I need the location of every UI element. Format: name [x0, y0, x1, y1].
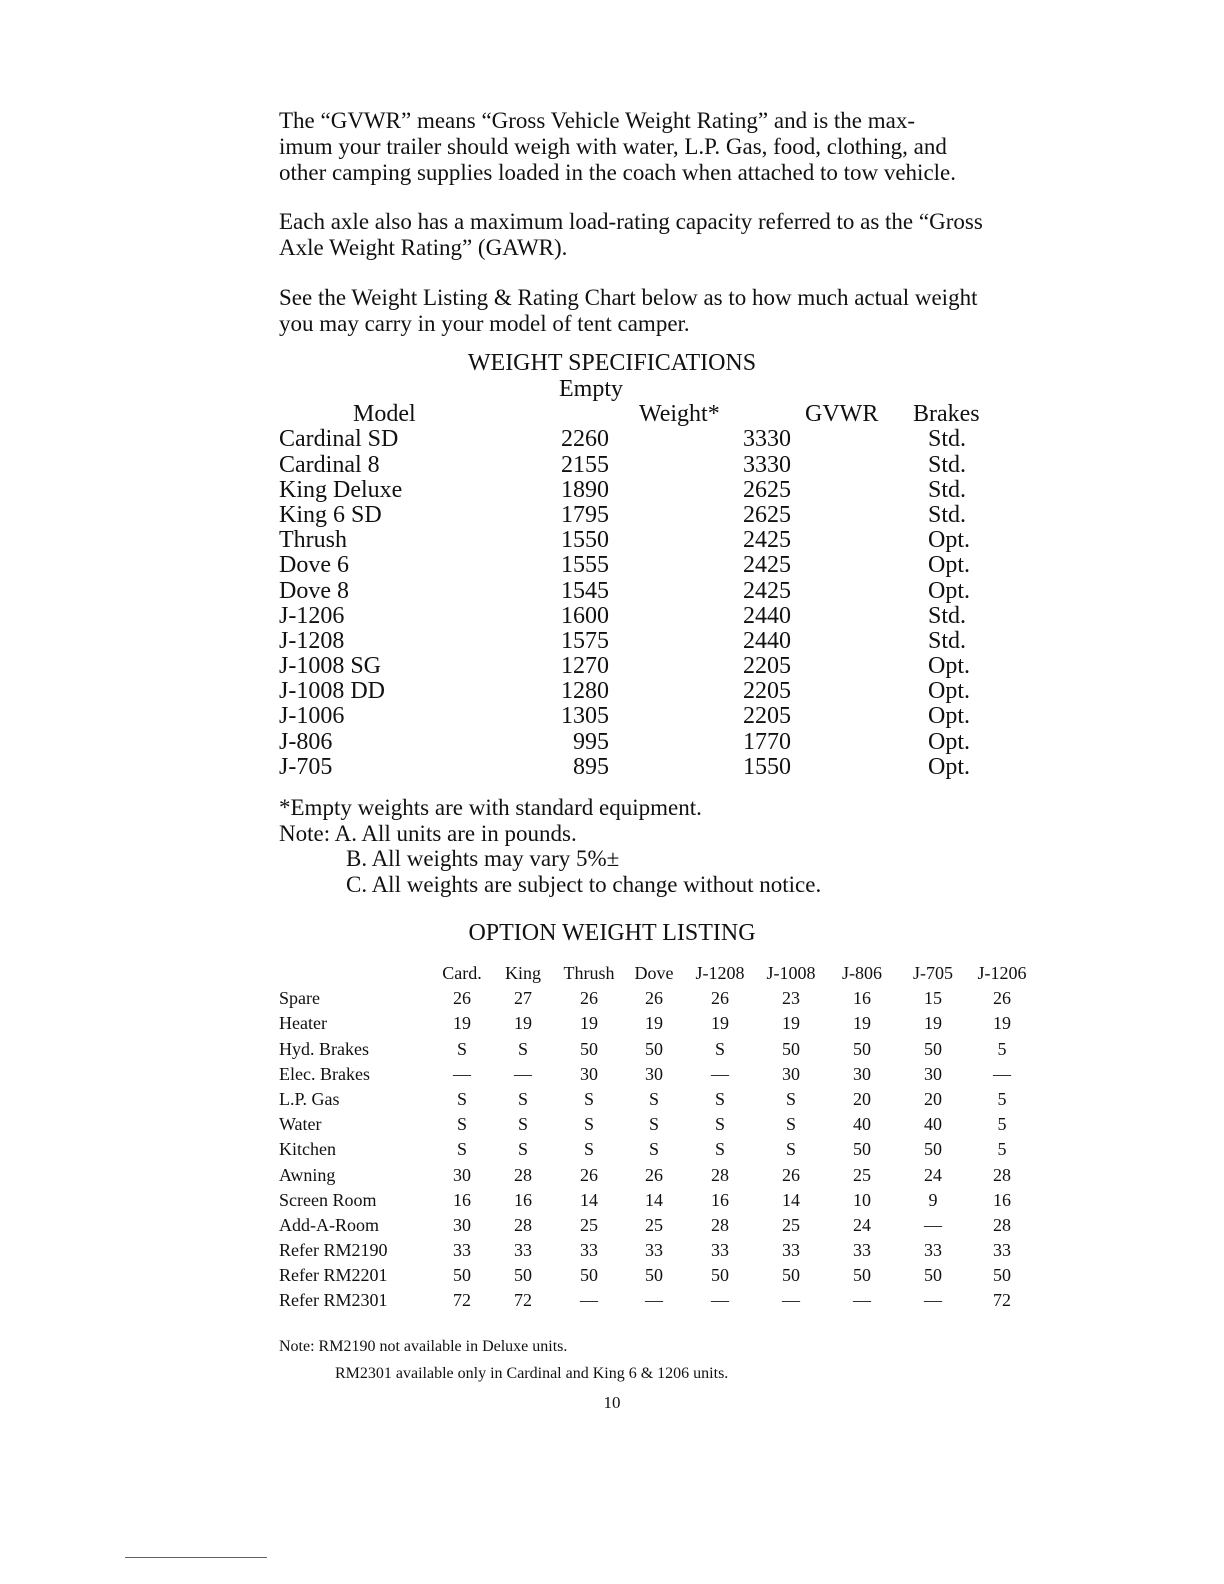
table-cell: 50	[580, 1265, 598, 1286]
table-cell: 16	[853, 988, 871, 1009]
table-cell: 33	[580, 1240, 598, 1261]
table-cell: 9	[928, 1189, 938, 1210]
table-header: Model Weight* GVWR Brakes	[353, 401, 980, 428]
table-cell: S	[583, 1088, 595, 1109]
table-cell: 15	[924, 988, 942, 1009]
paragraph-gvwr	[279, 108, 1045, 186]
row-label: Kitchen	[279, 1139, 336, 1160]
cell-model: Thrush	[279, 527, 347, 554]
cell-empty-weight: 1555	[561, 552, 609, 579]
column-header: Dove	[634, 963, 674, 983]
paragraph-see-chart	[279, 285, 1045, 337]
cell-model: J-1206	[279, 602, 345, 629]
table-cell: 72	[514, 1290, 532, 1311]
table-row	[279, 986, 1039, 1011]
table-cell: 50	[645, 1038, 663, 1059]
footnote-line-2: RM2301 available only in Cardinal and King 6 & 1206 units.	[335, 1365, 729, 1382]
table-cell: 16	[711, 1189, 729, 1210]
table-cell: 5	[997, 1088, 1007, 1109]
table-cell: 16	[514, 1189, 532, 1210]
table-cell: 5	[997, 1038, 1007, 1059]
option-weight-table	[279, 961, 1039, 1314]
table-cell: 33	[453, 1240, 471, 1261]
cell-empty-weight: 1550	[561, 527, 609, 554]
table-cell: 28	[514, 1214, 532, 1235]
table-cell: S	[456, 1114, 468, 1135]
cell-empty-weight: 2260	[561, 426, 609, 453]
cell-model: J-806	[279, 728, 333, 755]
cell-empty-weight: 1890	[561, 476, 609, 503]
text-line: The “GVWR” means “Gross Vehicle Weight Rating” and is the max-	[279, 108, 916, 133]
row-label: Spare	[279, 988, 320, 1009]
table-cell: 33	[924, 1240, 942, 1261]
table-cell: 50	[645, 1265, 663, 1286]
cell-brakes: Opt.	[928, 577, 970, 604]
table-row	[279, 1163, 1039, 1188]
table-cell: —	[580, 1290, 598, 1311]
row-label: Refer RM2190	[279, 1240, 388, 1261]
cell-gvwr: 2625	[743, 476, 791, 503]
weight-specifications-title: WEIGHT SPECIFICATIONS	[467, 350, 757, 376]
cell-gvwr: 2425	[743, 577, 791, 604]
table-cell: 16	[993, 1189, 1011, 1210]
table-row	[279, 1112, 1039, 1137]
table-cell: S	[456, 1139, 468, 1160]
table-cell: 33	[514, 1240, 532, 1261]
table-cell: S	[714, 1139, 726, 1160]
table-cell: —	[924, 1214, 942, 1235]
cell-gvwr: 2440	[743, 602, 791, 629]
table-cell: 25	[580, 1214, 598, 1235]
cell-brakes: Opt.	[928, 753, 970, 780]
cell-empty-weight: 895	[573, 753, 609, 780]
note-c: C. All weights are subject to change without notice.	[346, 871, 822, 897]
table-cell: 5	[997, 1139, 1007, 1160]
cell-brakes: Opt.	[928, 728, 970, 755]
cell-brakes: Std.	[928, 476, 967, 503]
table-cell: 50	[782, 1038, 800, 1059]
table-row	[279, 654, 1019, 679]
cell-gvwr: 3330	[743, 426, 791, 453]
cell-empty-weight: 1305	[561, 703, 609, 730]
table-cell: 19	[453, 1013, 471, 1034]
table-row	[279, 1011, 1039, 1036]
text-line: Axle Weight Rating” (GAWR).	[279, 235, 568, 260]
table-cell: 33	[711, 1240, 729, 1261]
table-cell: 5	[997, 1114, 1007, 1135]
table-row	[279, 1238, 1039, 1263]
table-cell: S	[517, 1088, 529, 1109]
cell-model: King Deluxe	[279, 476, 403, 503]
cell-empty-weight: 1795	[561, 501, 609, 528]
row-label: Hyd. Brakes	[279, 1038, 369, 1059]
table-cell: 26	[645, 1164, 663, 1185]
cell-gvwr: 1770	[743, 728, 791, 755]
cell-model: J-705	[279, 753, 333, 780]
header-model: Model	[353, 401, 416, 428]
cell-model: J-1006	[279, 703, 345, 730]
table-cell: S	[456, 1088, 468, 1109]
note-empty-weights: *Empty weights are with standard equipment.	[279, 795, 702, 820]
cell-gvwr: 2625	[743, 501, 791, 528]
cell-brakes: Std.	[928, 501, 967, 528]
table-cell: S	[714, 1114, 726, 1135]
table-cell: 72	[453, 1290, 471, 1311]
table-row	[279, 755, 1019, 780]
table-cell: 25	[645, 1214, 663, 1235]
cell-empty-weight: 1600	[561, 602, 609, 629]
table-cell: 50	[711, 1265, 729, 1286]
table-row	[279, 629, 1019, 654]
table-cell: 30	[453, 1164, 471, 1185]
table-cell: —	[711, 1063, 729, 1084]
table-cell: —	[645, 1290, 663, 1311]
note-a: Note: A. All units are in pounds.	[279, 820, 577, 846]
row-label: Elec. Brakes	[279, 1063, 370, 1084]
column-header: Thrush	[563, 963, 615, 983]
cell-empty-weight: 995	[573, 728, 609, 755]
table-cell: 19	[924, 1013, 942, 1034]
table-cell: 40	[924, 1114, 942, 1135]
table-row	[279, 730, 1019, 755]
cell-gvwr: 1550	[743, 753, 791, 780]
table-cell: 10	[853, 1189, 871, 1210]
cell-brakes: Std.	[928, 451, 967, 478]
table-cell: 24	[853, 1214, 871, 1235]
table-row	[279, 1213, 1039, 1238]
text-line: imum your trailer should weigh with water, L.P. Gas, food, clothing, and	[279, 134, 947, 159]
table-cell: 72	[993, 1290, 1011, 1311]
paragraph-gawr	[279, 209, 1045, 261]
table-cell: 26	[580, 988, 598, 1009]
column-header: J-1008	[766, 963, 816, 983]
column-header: J-806	[842, 963, 882, 983]
table-cell: 50	[453, 1265, 471, 1286]
cell-gvwr: 2425	[743, 527, 791, 554]
table-cell: 26	[453, 988, 471, 1009]
table-cell: 20	[924, 1088, 942, 1109]
cell-model: Cardinal 8	[279, 451, 380, 478]
row-label: Refer RM2301	[279, 1290, 388, 1311]
table-cell: 28	[711, 1164, 729, 1185]
text-line: See the Weight Listing & Rating Chart below as to how much actual weight	[279, 285, 978, 310]
header-brakes: Brakes	[913, 401, 980, 428]
table-cell: 40	[853, 1114, 871, 1135]
cell-empty-weight: 1280	[561, 678, 609, 705]
table-row	[279, 1263, 1039, 1288]
table-cell: 24	[924, 1164, 942, 1185]
table-cell: S	[648, 1088, 660, 1109]
cell-gvwr: 2205	[743, 703, 791, 730]
table-cell: 33	[853, 1240, 871, 1261]
table-cell: 50	[924, 1038, 942, 1059]
table-cell: 30	[580, 1063, 598, 1084]
table-row	[279, 503, 1019, 528]
cell-model: J-1208	[279, 627, 345, 654]
table-cell: 28	[514, 1164, 532, 1185]
table-cell: 19	[853, 1013, 871, 1034]
table-cell: 50	[853, 1038, 871, 1059]
table-cell: S	[517, 1139, 529, 1160]
cell-brakes: Std.	[928, 602, 967, 629]
cell-empty-weight: 2155	[561, 451, 609, 478]
table-cell: S	[517, 1038, 529, 1059]
table-cell: 50	[782, 1265, 800, 1286]
table-cell: —	[853, 1290, 871, 1311]
table-cell: 26	[645, 988, 663, 1009]
table-cell: 50	[580, 1038, 598, 1059]
cell-gvwr: 2205	[743, 678, 791, 705]
table-cell: S	[785, 1088, 797, 1109]
table-cell: 19	[711, 1013, 729, 1034]
table-cell: 26	[993, 988, 1011, 1009]
table-row	[279, 453, 1019, 478]
table-row	[279, 604, 1019, 629]
table-cell: S	[456, 1038, 468, 1059]
column-header: King	[505, 963, 541, 983]
row-label: Water	[279, 1114, 322, 1135]
table-row	[279, 1188, 1039, 1213]
table-cell: —	[453, 1063, 471, 1084]
text-line: you may carry in your model of tent camper.	[279, 311, 690, 336]
column-header: J-1208	[695, 963, 745, 983]
table-cell: 30	[645, 1063, 663, 1084]
table-row	[279, 1087, 1039, 1112]
table-cell: 50	[514, 1265, 532, 1286]
table-cell: 26	[711, 988, 729, 1009]
column-header: J-1206	[977, 963, 1027, 983]
table-row	[279, 1288, 1039, 1313]
table-cell: 20	[853, 1088, 871, 1109]
table-cell: 19	[580, 1013, 598, 1034]
table-cell: 19	[645, 1013, 663, 1034]
cell-gvwr: 3330	[743, 451, 791, 478]
cell-model: J-1008 DD	[279, 678, 385, 705]
table-cell: —	[993, 1063, 1011, 1084]
table-cell: 50	[993, 1265, 1011, 1286]
table-cell: 28	[993, 1164, 1011, 1185]
cell-empty-weight: 1545	[561, 577, 609, 604]
table-cell: 33	[993, 1240, 1011, 1261]
cell-model: Dove 8	[279, 577, 349, 604]
table-cell: 33	[782, 1240, 800, 1261]
cell-brakes: Opt.	[928, 552, 970, 579]
option-weight-listing-title: OPTION WEIGHT LISTING	[468, 920, 756, 946]
row-label: L.P. Gas	[279, 1088, 340, 1109]
table-cell: S	[714, 1038, 726, 1059]
spec-notes	[279, 795, 821, 897]
table-cell: —	[711, 1290, 729, 1311]
cell-gvwr: 2205	[743, 653, 791, 680]
table-row	[279, 579, 1019, 604]
table-cell: 50	[853, 1265, 871, 1286]
cell-brakes: Opt.	[928, 653, 970, 680]
row-label: Heater	[279, 1013, 327, 1034]
table-cell: 33	[645, 1240, 663, 1261]
table-cell: 50	[924, 1139, 942, 1160]
cell-empty-weight: 1575	[561, 627, 609, 654]
table-header	[279, 961, 1039, 986]
table-cell: 14	[580, 1189, 598, 1210]
table-row	[279, 553, 1019, 578]
row-label: Refer RM2201	[279, 1265, 388, 1286]
table-cell: 25	[782, 1214, 800, 1235]
table-cell: 19	[782, 1013, 800, 1034]
table-row	[279, 1062, 1039, 1087]
cell-brakes: Opt.	[928, 678, 970, 705]
table-row	[279, 704, 1019, 729]
table-cell: 50	[924, 1265, 942, 1286]
table-cell: 30	[924, 1063, 942, 1084]
table-cell: 30	[453, 1214, 471, 1235]
table-cell: S	[648, 1114, 660, 1135]
page-number: 10	[603, 1393, 621, 1412]
table-row	[279, 478, 1019, 503]
cell-brakes: Opt.	[928, 703, 970, 730]
table-header-top: Empty	[559, 376, 623, 402]
cell-gvwr: 2440	[743, 627, 791, 654]
table-row	[279, 427, 1019, 452]
table-row	[279, 1137, 1039, 1162]
cell-gvwr: 2425	[743, 552, 791, 579]
table-cell: 16	[453, 1189, 471, 1210]
text-line: other camping supplies loaded in the coach when attached to tow vehicle.	[279, 160, 956, 185]
cell-model: Cardinal SD	[279, 426, 399, 453]
table-cell: 28	[711, 1214, 729, 1235]
table-cell: 25	[853, 1164, 871, 1185]
table-cell: S	[785, 1114, 797, 1135]
table-cell: —	[782, 1290, 800, 1311]
table-cell: 19	[514, 1013, 532, 1034]
row-label: Awning	[279, 1164, 336, 1185]
column-header: J-705	[913, 963, 953, 983]
table-cell: S	[517, 1114, 529, 1135]
table-cell: S	[785, 1139, 797, 1160]
table-cell: —	[924, 1290, 942, 1311]
text-line: Each axle also has a maximum load-rating capacity referred to as the “Gross	[279, 209, 983, 234]
table-cell: S	[648, 1139, 660, 1160]
table-cell: 28	[993, 1214, 1011, 1235]
column-header: Card.	[442, 963, 482, 983]
cell-brakes: Opt.	[928, 527, 970, 554]
cell-model: Dove 6	[279, 552, 349, 579]
table-row	[279, 1037, 1039, 1062]
row-label: Add-A-Room	[279, 1214, 379, 1235]
table-cell: S	[583, 1139, 595, 1160]
table-cell: 27	[514, 988, 532, 1009]
table-cell: S	[583, 1114, 595, 1135]
footer-rule	[125, 1557, 267, 1558]
table-cell: 30	[782, 1063, 800, 1084]
cell-brakes: Std.	[928, 627, 967, 654]
cell-brakes: Std.	[928, 426, 967, 453]
footnote	[279, 1333, 728, 1387]
table-cell: 14	[782, 1189, 800, 1210]
table-cell: 30	[853, 1063, 871, 1084]
table-cell: —	[514, 1063, 532, 1084]
note-b: B. All weights may vary 5%±	[346, 846, 620, 871]
table-cell: 23	[782, 988, 800, 1009]
row-label: Screen Room	[279, 1189, 377, 1210]
table-cell: 19	[993, 1013, 1011, 1034]
table-cell: 14	[645, 1189, 663, 1210]
table-row	[279, 679, 1019, 704]
cell-model: J-1008 SG	[279, 653, 382, 680]
table-cell: S	[714, 1088, 726, 1109]
weight-specifications-table	[279, 377, 1019, 780]
table-cell: 26	[782, 1164, 800, 1185]
table-cell: 26	[580, 1164, 598, 1185]
footnote-line-1: Note: RM2190 not available in Deluxe units.	[279, 1338, 568, 1355]
cell-empty-weight: 1270	[561, 653, 609, 680]
table-row	[279, 528, 1019, 553]
cell-model: King 6 SD	[279, 501, 382, 528]
table-cell: 50	[853, 1139, 871, 1160]
